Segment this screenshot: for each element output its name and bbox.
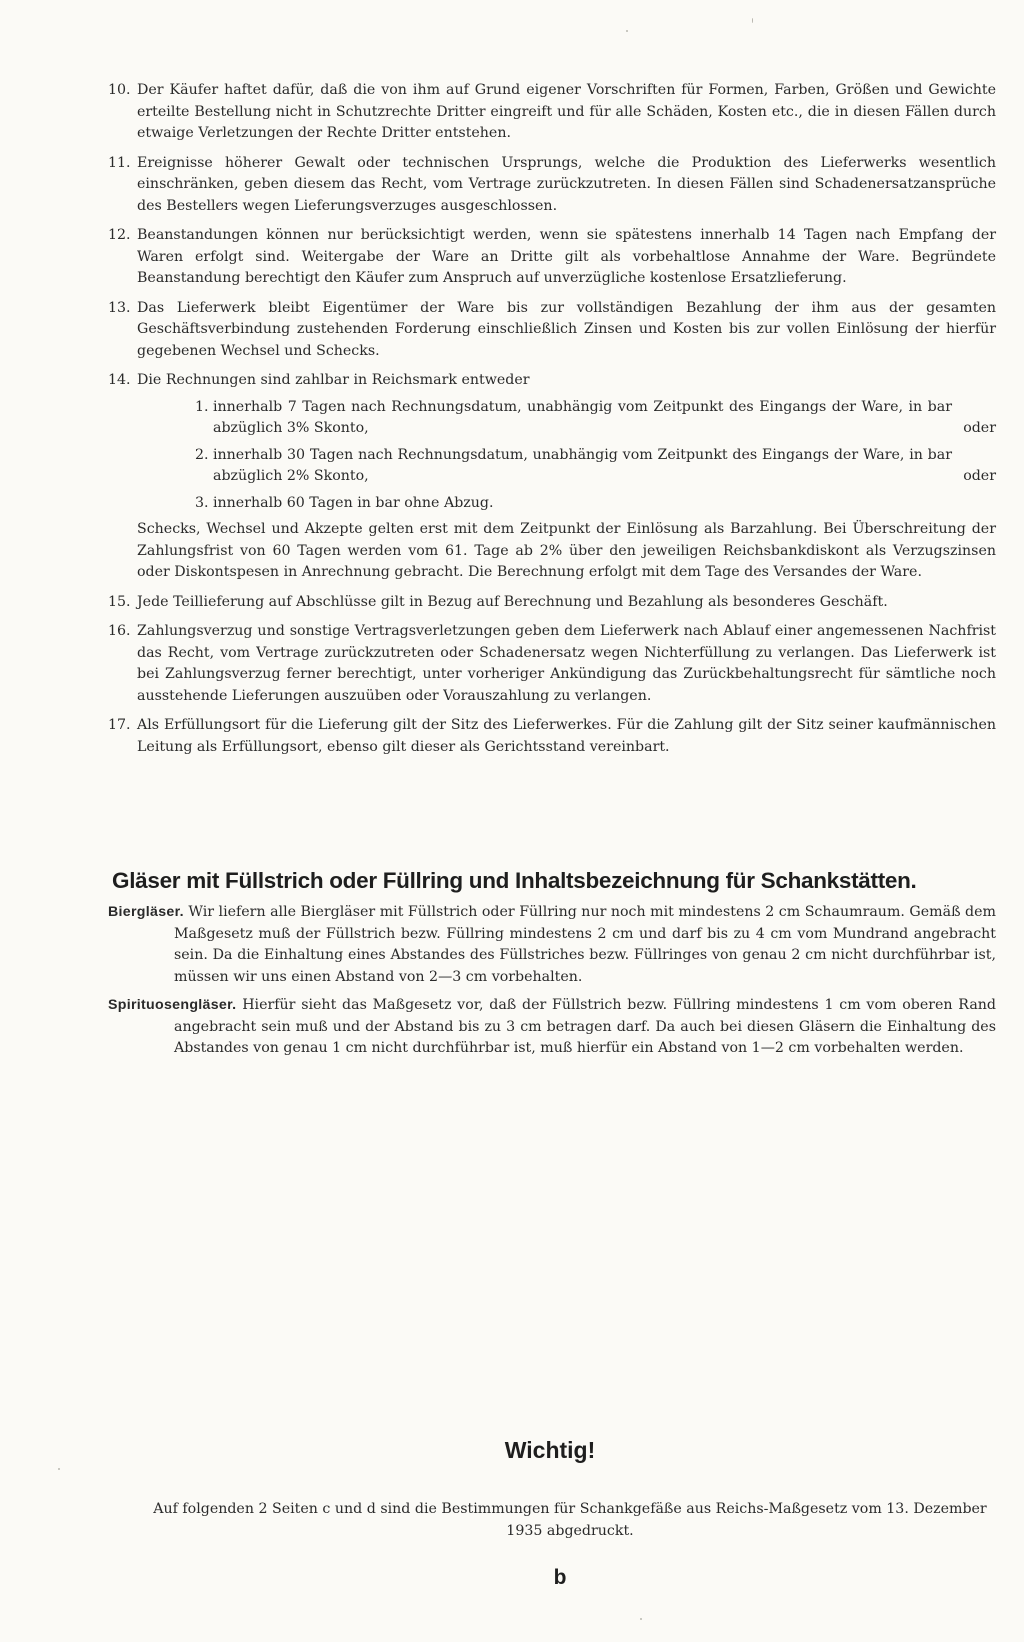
option-text: innerhalb 30 Tagen nach Rechnungsdatum, unabhängig vom Zeitpunkt des Eingangs der Ware, in bar abzüglich 2% Skonto,: [213, 446, 952, 484]
clause-text: Als Erfüllungsort für die Lieferung gilt der Sitz des Lieferwerkes. Für die Zahlung gilt der Sitz seiner kaufmännischen Leitung als Erfüllungsort, ebenso gilt dieser als Gerichtsstand vereinbart.: [137, 717, 996, 755]
payment-option-1: [195, 397, 996, 440]
option-text: innerhalb 7 Tagen nach Rechnungsdatum, unabhängig vom Zeitpunkt des Eingangs der Ware, in bar abzüglich 3% Skonto,: [213, 398, 952, 436]
clause-text: Das Lieferwerk bleibt Eigentümer der Ware bis zur vollständigen Bezahlung der ihm aus der gesamten Geschäftsverbindung zustehenden Forderung einschließlich Zinsen und Kosten bis zur vollen Einlösung der hierfür gegebenen Wechsel und Schecks.: [137, 299, 996, 359]
beer-glasses-block: [108, 902, 996, 988]
clause-15: [108, 592, 996, 614]
clause-number: 14.: [108, 372, 131, 388]
clause-number: 17.: [108, 717, 131, 733]
oder-label: oder: [963, 468, 996, 484]
option-number: 2.: [195, 446, 209, 463]
clause-14: [108, 370, 996, 584]
scan-speck: [626, 30, 628, 32]
clause-text: Jede Teillieferung auf Abschlüsse gilt in Bezug auf Berechnung und Bezahlung als besonderes Geschäft.: [137, 593, 888, 610]
clause-text: Der Käufer haftet dafür, daß die von ihm auf Grund eigener Vorschriften für Formen, Farben, Größen und Gewichte erteilte Bestellung nicht in Schutzrechte Dritter eingreift und für alle Schäden, Kosten etc., die in diesen Fällen durch etwaige Verletzungen der Rechte Dritter entstehen.: [137, 82, 996, 141]
scan-speck: [752, 18, 753, 23]
important-note: Auf folgenden 2 Seiten c und d sind die Bestimmungen für Schankgefäße aus Reichs-Maßgesetz vom 13. Dezember 1935 abgedruckt.: [153, 1501, 987, 1539]
spirits-glasses-label: Spirituosengläser.: [108, 997, 237, 1013]
payment-option-3: [195, 493, 996, 515]
clause-number: 10.: [108, 82, 131, 98]
oder-label: oder: [963, 420, 996, 436]
payment-note: Schecks, Wechsel und Akzepte gelten erst mit dem Zeitpunkt der Einlösung als Barzahlung. Bei Überschreitung der Zahlungsfrist von 60 Tagen werden vom 61. Tage ab 2% über den jeweiligen Reichsbankdiskont als Verzugszinsen oder Diskontspesen in Anrechnung gebracht. Die Berechnung erfolgt mit dem Tage des Versandes der Ware.: [137, 521, 996, 580]
clause-number: 15.: [108, 593, 131, 610]
clause-text: Zahlungsverzug und sonstige Vertragsverletzungen geben dem Lieferwerk nach Ablauf einer angemessenen Nachfrist das Recht, vom Vertrage zurückzutreten oder Schadenersatz wegen Nichterfüllung zu verlangen. Das Lieferwerk ist bei Zahlungsverzug ferner berechtigt, unter vorheriger Ankündigung das Zurückbehaltungsrecht für sämtliche noch ausstehende Lieferungen auszuüben oder Vorauszahlung zu verlangen.: [137, 623, 996, 704]
option-number: 1.: [195, 398, 209, 415]
clause-12: [108, 225, 996, 290]
clause-number: 16.: [108, 623, 131, 639]
clause-number: 12.: [108, 227, 131, 243]
clause-text: Ereignisse höherer Gewalt oder technischen Ursprungs, welche die Produktion des Lieferwerks wesentlich einschränken, geben diesem das Recht, vom Vertrage zurückzutreten. In diesen Fällen sind Schadenersatzansprüche des Bestellers wegen Lieferungsverzuges ausgeschlossen.: [137, 154, 996, 214]
spirits-glasses-block: [108, 995, 996, 1060]
scan-speck: [640, 1618, 642, 1620]
beer-glasses-text: Wir liefern alle Biergläser mit Füllstrich oder Füllring nur noch mit mindestens 2 cm Schaumraum. Gemäß dem Maßgesetz muß der Füllstrich bezw. Füllring mindestens 2 cm und darf bis zu 4 cm vom Mundrand angebracht sein. Da die Einhaltung eines Abstandes des Füllstriches bezw. Füllringes von genau 2 cm nicht durchführbar ist, müssen wir uns einen Abstand von 2—3 cm vorbehalten.: [174, 904, 996, 985]
page-number: b: [553, 1566, 567, 1589]
clause-number: 13.: [108, 299, 131, 316]
clause-text: Beanstandungen können nur berücksichtigt werden, wenn sie spätestens innerhalb 14 Tagen nach Empfang der Waren erfolgt sind. Weitergabe der Ware an Dritte gilt als vorbehaltlose Annahme der Ware. Begründete Beanstandung berechtigt den Käufer zum Anspruch auf unverzügliche kostenlose Ersatzlieferung.: [137, 227, 996, 286]
clause-13: [108, 298, 996, 363]
clause-10: [108, 80, 996, 145]
clause-11: [108, 153, 996, 218]
clause-number: 11.: [108, 154, 131, 171]
clause-16: [108, 621, 996, 707]
option-number: 3.: [195, 494, 209, 511]
section-heading: Gläser mit Füllstrich oder Füllring und Inhaltsbezeichnung für Schankstätten.: [112, 868, 917, 893]
beer-glasses-label: Biergläser.: [108, 904, 184, 920]
scan-speck: [58, 1468, 60, 1470]
terms-and-conditions: [108, 80, 996, 766]
option-text: innerhalb 60 Tagen in bar ohne Abzug.: [213, 494, 494, 511]
clause-text: Die Rechnungen sind zahlbar in Reichsmark entweder: [137, 372, 530, 388]
clause-17: [108, 715, 996, 758]
payment-option-2: [195, 445, 996, 488]
important-title: Wichtig!: [504, 1437, 596, 1463]
glasses-section: [108, 902, 996, 1067]
spirits-glasses-text: Hierfür sieht das Maßgesetz vor, daß der Füllstrich bezw. Füllring mindestens 1 cm vom oberen Rand angebracht sein muß und der Abstand bis zu 3 cm betragen darf. Da auch bei diesen Gläsern die Einhaltung des Abstandes von genau 1 cm nicht durchführbar ist, muß hierfür ein Abstand von 1—2 cm vorbehalten werden.: [174, 997, 996, 1056]
